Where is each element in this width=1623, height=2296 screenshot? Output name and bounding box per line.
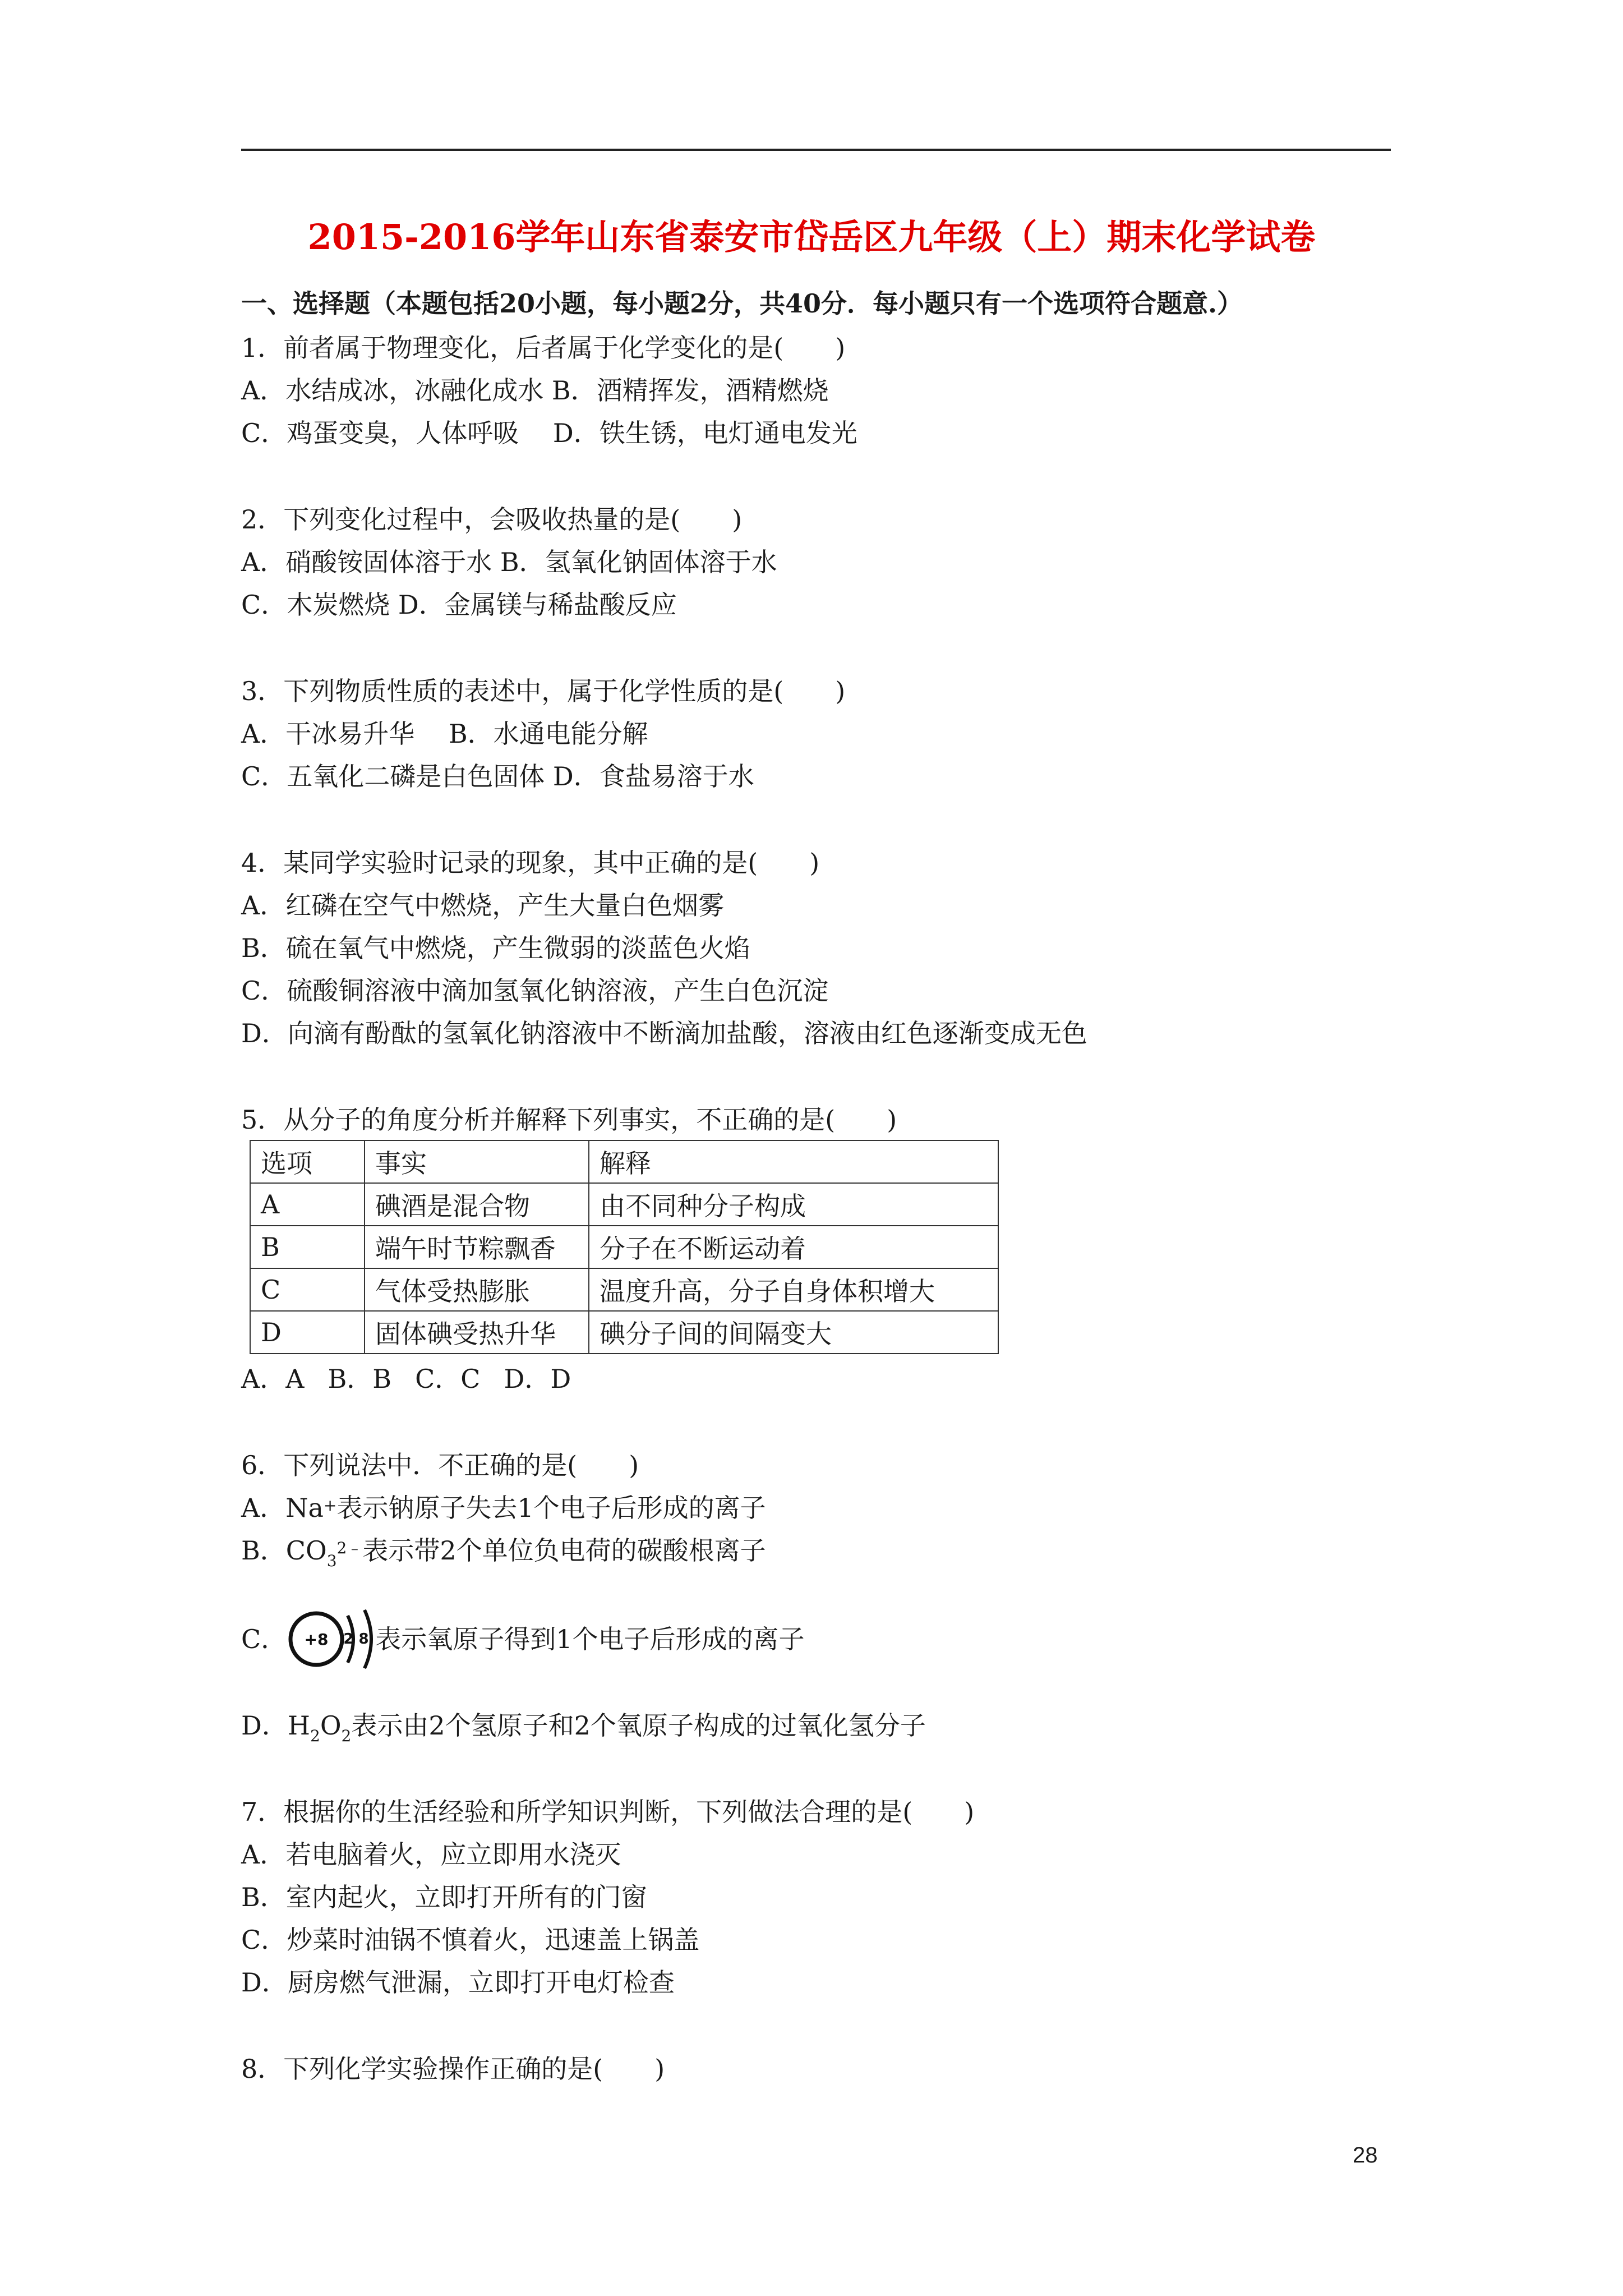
question-6-option-c: C． 表示氧原子得到1个电子后形成的离子 xyxy=(241,1624,805,1654)
question-2-stem: 2．下列变化过程中，会吸收热量的是( ) xyxy=(241,504,743,535)
answer-option-b: B．B xyxy=(328,1364,392,1394)
table-cell: 碘酒是混合物 xyxy=(365,1183,589,1226)
question-8-stem: 8．下列化学实验操作正确的是( ) xyxy=(241,2054,665,2084)
electron-shell-label: 2 8 xyxy=(343,1631,369,1648)
table-row xyxy=(250,1226,998,1268)
question-6-option-a: A．Na+表示钠原子失去1个电子后形成的离子 xyxy=(241,1493,766,1523)
table-cell: A xyxy=(250,1183,365,1226)
table-cell: 固体碘受热升华 xyxy=(365,1311,589,1354)
question-7-option-d: D．厨房燃气泄漏，立即打开电灯检查 xyxy=(241,1967,675,1998)
answer-option-c: C．C xyxy=(415,1364,481,1394)
answer-option-a: A．A xyxy=(241,1364,305,1394)
answer-option-d: D．D xyxy=(504,1364,571,1394)
table-cell: C xyxy=(250,1268,365,1311)
question-4-option-d: D．向滴有酚酞的氢氧化钠溶液中不断滴加盐酸，溶液由红色逐渐变成无色 xyxy=(241,1018,1087,1048)
header-rule xyxy=(241,149,1391,151)
table-cell: 碘分子间的间隔变大 xyxy=(589,1311,998,1354)
question-5-table xyxy=(250,1140,999,1354)
table-cell: 气体受热膨胀 xyxy=(365,1268,589,1311)
question-7-option-a: A．若电脑着火，应立即用水浇灭 xyxy=(241,1839,621,1870)
question-6-option-d: D．$H_2O_2$表示由2个氢原子和2个氧原子构成的过氧化氢分子 xyxy=(241,1710,926,1745)
table-header-cell: 解释 xyxy=(589,1140,998,1183)
section-heading: 一、选择题（本题包括20小题，每小题2分，共40分．每小题只有一个选项符合题意.） xyxy=(241,288,1243,319)
question-5-answers xyxy=(241,1358,571,1400)
question-5-stem: 5．从分子的角度分析并解释下列事实，不正确的是( ) xyxy=(241,1105,897,1135)
question-2-options-ab: A．硝酸铵固体溶于水 B．氢氧化钠固体溶于水 xyxy=(241,547,777,577)
question-4-stem: 4．某同学实验时记录的现象，其中正确的是( ) xyxy=(241,848,820,878)
question-3-options-cd: C．五氧化二磷是白色固体 D．食盐易溶于水 xyxy=(241,761,754,792)
oxygen-ion-structure-diagram xyxy=(285,1600,386,1678)
question-4-option-c: C．硫酸铜溶液中滴加氢氧化钠溶液，产生白色沉淀 xyxy=(241,976,829,1006)
table-header-cell: 选项 xyxy=(250,1140,365,1183)
table-cell: 分子在不断运动着 xyxy=(589,1226,998,1268)
question-6-option-b: B．$CO_3^{2﹣}$表示带2个单位负电荷的碳酸根离子 xyxy=(241,1535,766,1570)
table-row xyxy=(250,1268,998,1311)
table-cell: 由不同种分子构成 xyxy=(589,1183,998,1226)
table-row xyxy=(250,1183,998,1226)
question-2-options-cd: C．木炭燃烧 D．金属镁与稀盐酸反应 xyxy=(241,590,677,620)
table-cell: D xyxy=(250,1311,365,1354)
exam-title: 2015-2016学年山东省泰安市岱岳区九年级（上）期末化学试卷 xyxy=(307,217,1316,257)
question-1-stem: 1．前者属于物理变化，后者属于化学变化的是( ) xyxy=(241,333,846,363)
table-header-row xyxy=(250,1140,998,1183)
question-7-option-b: B．室内起火，立即打开所有的门窗 xyxy=(241,1882,647,1912)
question-4-option-b: B．硫在氧气中燃烧，产生微弱的淡蓝色火焰 xyxy=(241,933,750,963)
question-3-options-ab: A．干冰易升华 B．水通电能分解 xyxy=(241,719,648,749)
page-number: 28 xyxy=(1353,2143,1378,2168)
table-cell: 端午时节粽飘香 xyxy=(365,1226,589,1268)
question-1-options-cd: C．鸡蛋变臭，人体呼吸 D．铁生锈，电灯通电发光 xyxy=(241,418,857,448)
question-1-options-ab: A．水结成冰，冰融化成水 B．酒精挥发，酒精燃烧 xyxy=(241,375,829,406)
table-header-cell: 事实 xyxy=(365,1140,589,1183)
question-7-option-c: C．炒菜时油锅不慎着火，迅速盖上锅盖 xyxy=(241,1925,700,1955)
question-6-stem: 6．下列说法中．不正确的是( ) xyxy=(241,1450,639,1480)
table-cell: B xyxy=(250,1226,365,1268)
table-row xyxy=(250,1311,998,1354)
nucleus-charge-label: +8 xyxy=(304,1630,329,1649)
table-cell: 温度升高，分子自身体积增大 xyxy=(589,1268,998,1311)
question-7-stem: 7．根据你的生活经验和所学知识判断，下列做法合理的是( ) xyxy=(241,1797,975,1827)
question-4-option-a: A．红磷在空气中燃烧，产生大量白色烟雾 xyxy=(241,890,725,921)
question-3-stem: 3．下列物质性质的表述中，属于化学性质的是( ) xyxy=(241,676,846,706)
